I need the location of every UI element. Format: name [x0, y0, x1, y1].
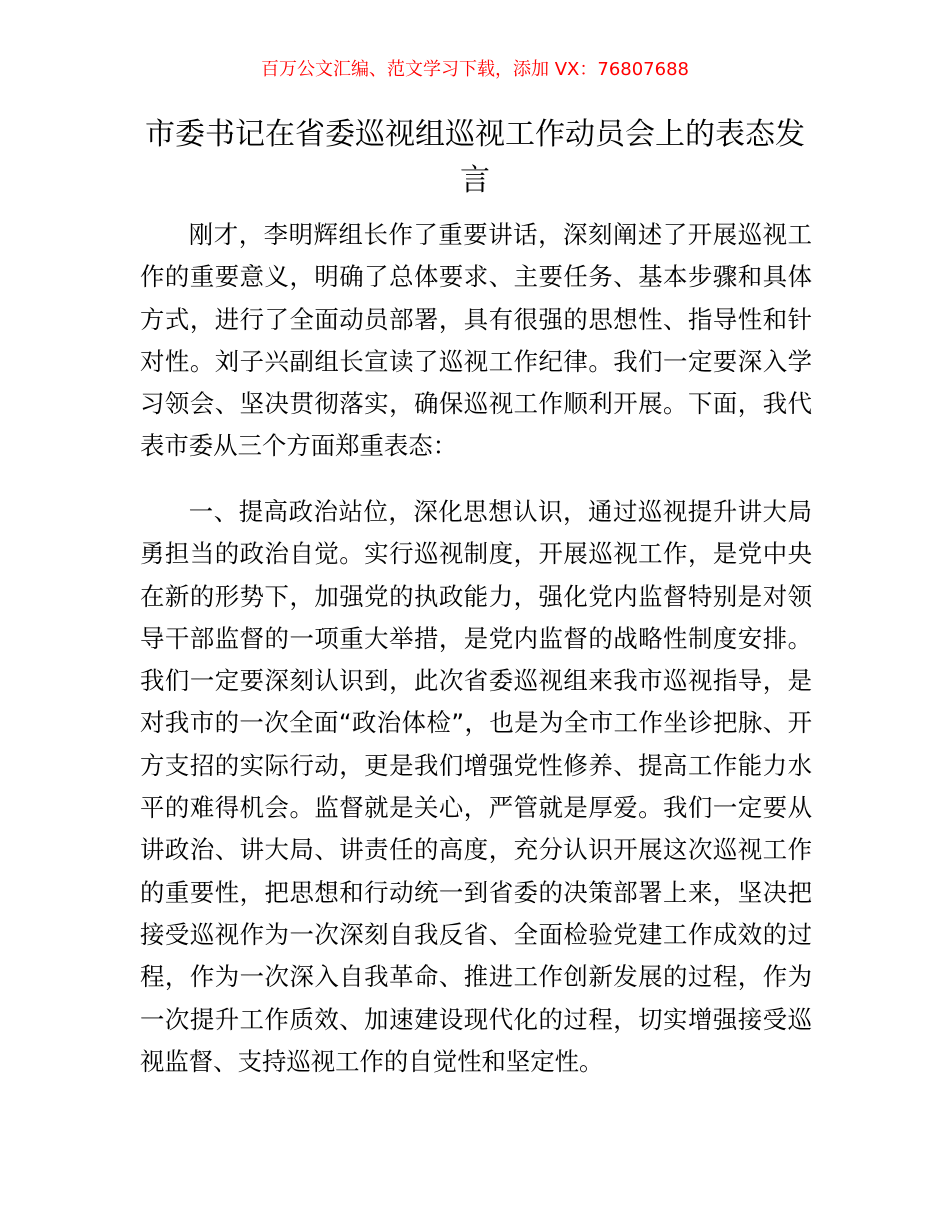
document-title: 市委书记在省委巡视组巡视工作动员会上的表态发言: [145, 117, 805, 198]
body-paragraph-intro: 刚才，李明辉组长作了重要讲话，深刻阐述了开展巡视工作的重要意义，明确了总体要求、主要任务、基本步骤和具体方式，进行了全面动员部署，具有很强的思想性、指导性和针对性。刘子兴副组长宣读了巡视工作纪律。我们一定要深入学习领会、坚决贯彻落实，确保巡视工作顺利开展。下面，我代表市委从三个方面郑重表态：: [140, 220, 812, 461]
body-paragraph-section-one: 一、提高政治站位，深化思想认识，通过巡视提升讲大局勇担当的政治自觉。实行巡视制度，开展巡视工作，是党中央在新的形势下，加强党的执政能力，强化党内监督特别是对领导干部监督的一项重大举措，是党内监督的战略性制度安排。我们一定要深刻认识到，此次省委巡视组来我市巡视指导，是对我市的一次全面“政治体检”，也是为全市工作坐诊把脉、开方支招的实际行动，更是我们增强党性修养、提高工作能力水平的难得机会。监督就是关心，严管就是厚爱。我们一定要从讲政治、讲大局、讲责任的高度，充分认识开展这次巡视工作的重要性，把思想和行动统一到省委的决策部署上来，坚决把接受巡视作为一次深刻自我反省、全面检验党建工作成效的过程，作为一次深入自我革命、推进工作创新发展的过程，作为一次提升工作质效、加速建设现代化的过程，切实增强接受巡视监督、支持巡视工作的自觉性和坚定性。: [140, 497, 812, 1076]
promo-banner: 百万公文汇编、范文学习下载，添加 VX：76807688: [261, 59, 689, 80]
